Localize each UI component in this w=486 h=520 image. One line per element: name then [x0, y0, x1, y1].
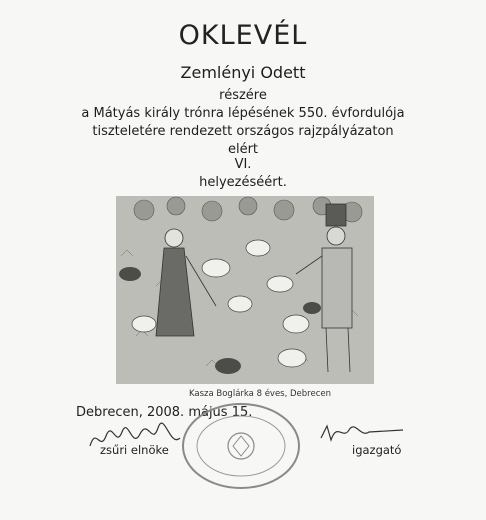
school-stamp	[178, 400, 304, 492]
certificate-title: OKLEVÉL	[178, 20, 308, 51]
date-line: Debrecen, 2008. május 15.	[76, 405, 253, 420]
achieved-label: elért	[227, 142, 259, 157]
occasion-line-1: a Mátyás király trónra lépésének 550. évfordulója	[81, 106, 405, 121]
artwork-drawing	[116, 196, 374, 384]
placement-number: VI.	[234, 157, 252, 172]
jury-chair-label: zsűri elnöke	[100, 443, 169, 457]
director-label: igazgató	[352, 443, 402, 457]
artwork-caption: Kasza Boglárka 8 éves, Debrecen	[188, 389, 332, 399]
placement-label: helyezéséért.	[199, 175, 287, 190]
occasion-line-2: tiszteletére rendezett országos rajzpályázaton	[92, 124, 394, 139]
recipient-name: Zemlényi Odett	[180, 63, 306, 82]
for-label: részére	[219, 88, 267, 103]
